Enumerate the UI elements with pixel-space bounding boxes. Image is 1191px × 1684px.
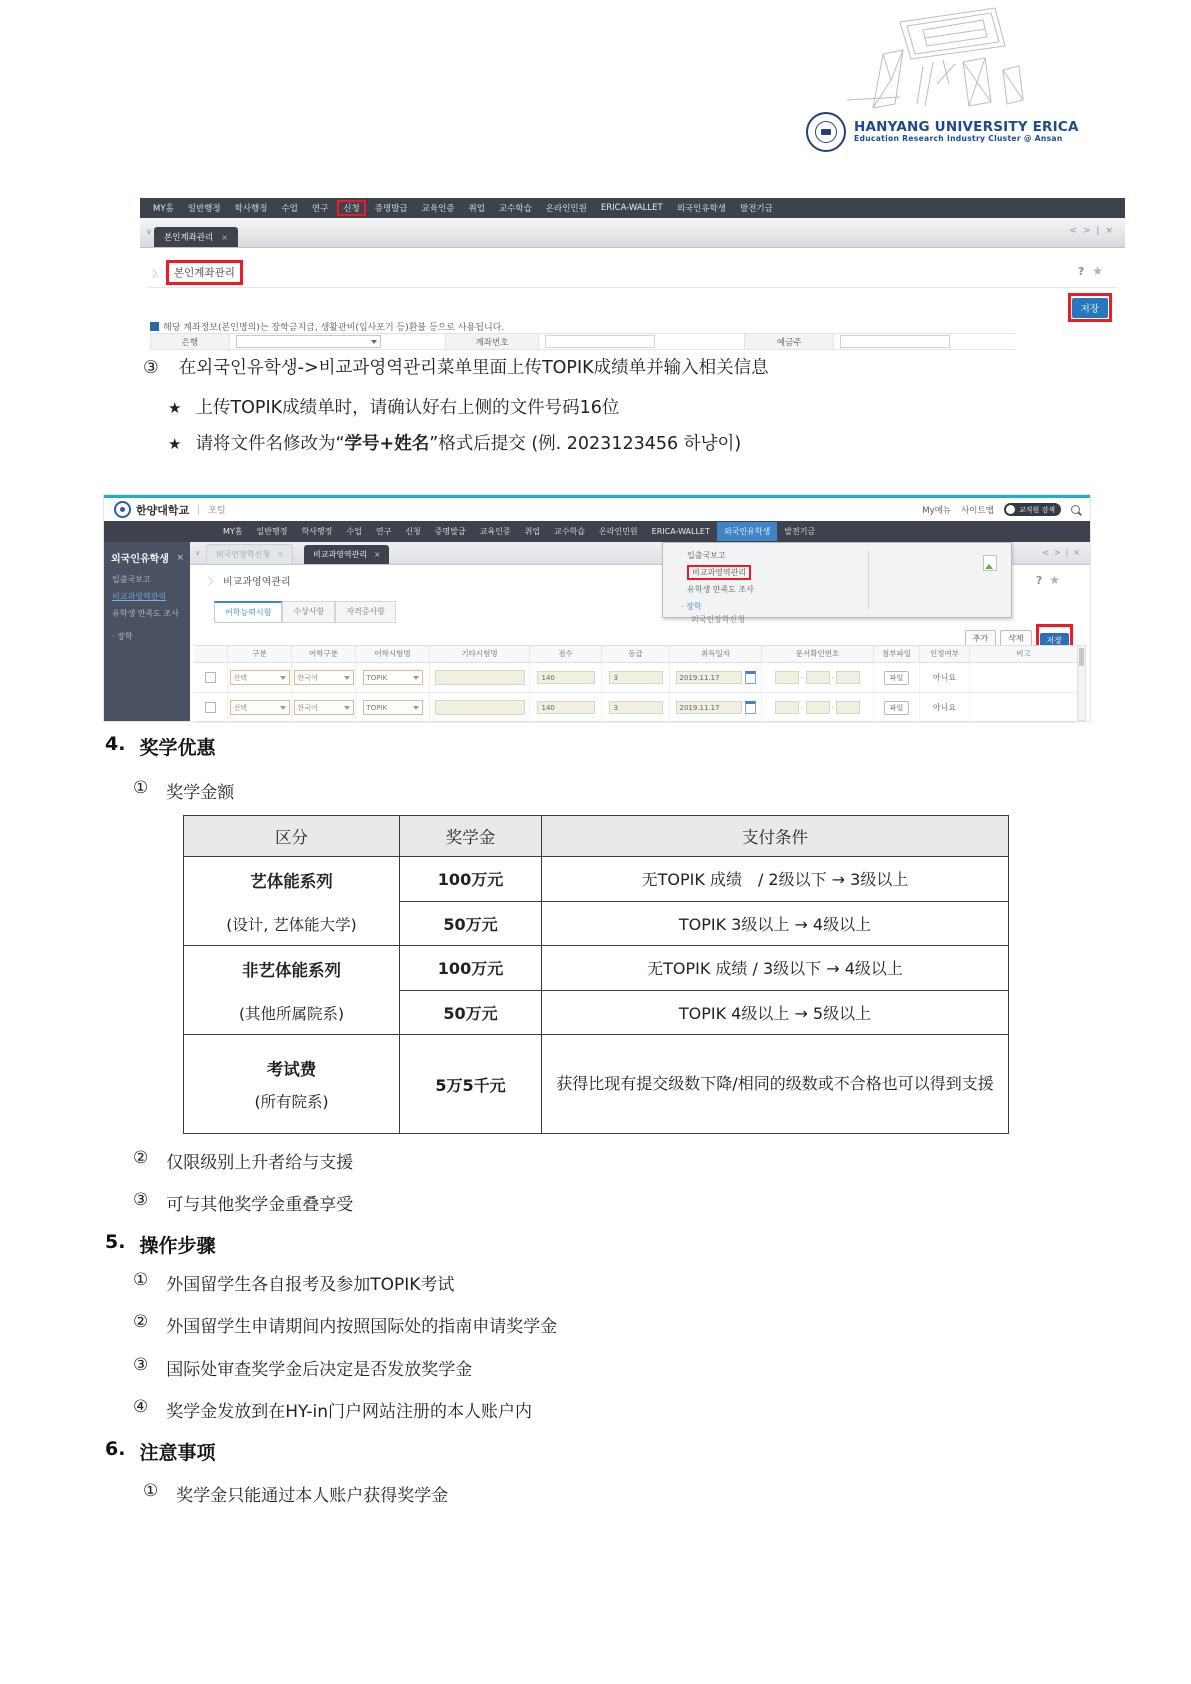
- col-header-amount: 奖学金: [400, 816, 542, 857]
- nav-item-edu-cert[interactable]: 교육인증: [421, 204, 455, 214]
- nav-item-classes[interactable]: 수업: [346, 527, 362, 536]
- nav-item-erica-wallet[interactable]: ERICA-WALLET: [600, 203, 663, 213]
- star-bullet-icon: ★: [168, 399, 182, 417]
- section-4-item-1: [133, 778, 234, 803]
- divider-icon: |: [1065, 548, 1069, 557]
- holder-label: 예금주: [744, 334, 834, 349]
- condition-cell: TOPIK 4级以上 → 5级以上: [542, 990, 1009, 1035]
- item-text: 仅限级别上升者给与支援: [166, 1153, 354, 1173]
- date-input[interactable]: 2019.11.17: [676, 701, 742, 714]
- header-gubun: 구분: [228, 646, 292, 662]
- page-title-highlighted: 본인계좌관리: [166, 260, 243, 285]
- select-value: 선택: [233, 673, 248, 682]
- amount-cell: 50万元: [400, 901, 542, 946]
- test-select[interactable]: [363, 670, 423, 685]
- accepted-value: 아니요: [932, 673, 957, 682]
- item-number: ④: [133, 1397, 149, 1417]
- content-area: [140, 248, 1125, 350]
- doc-number-input-1[interactable]: [775, 671, 799, 684]
- tab-label: 비교과영역관리: [313, 550, 368, 559]
- category-sub: (设计, 艺体能大学): [226, 915, 357, 934]
- account-number-input[interactable]: [545, 335, 655, 348]
- nav-item-employment[interactable]: 취업: [524, 527, 541, 536]
- dash: -: [800, 703, 804, 712]
- my-menu-link[interactable]: My메뉴: [922, 505, 952, 516]
- nav-item-employment[interactable]: 취업: [468, 204, 485, 214]
- score-input[interactable]: 140: [537, 671, 595, 684]
- nav-item-development-fund[interactable]: 발전기금: [784, 527, 816, 536]
- section-5-item-4: [133, 1397, 532, 1422]
- note-line-1: [168, 394, 619, 419]
- breadcrumb-arrow-icon: 〉: [208, 577, 218, 588]
- amount-cell: 100万元: [400, 946, 542, 991]
- doc-number-input-2[interactable]: [806, 671, 830, 684]
- item-text: 可与其他奖学金重叠享受: [166, 1195, 354, 1215]
- score-input[interactable]: 140: [537, 701, 595, 714]
- nav-item-classes[interactable]: 수업: [281, 204, 298, 214]
- accepted-value: 아니요: [932, 703, 957, 712]
- header-score: 점수: [530, 646, 602, 662]
- tabs-close-icon[interactable]: ×: [1105, 226, 1113, 236]
- nav-item-edu-cert[interactable]: 교육인증: [479, 527, 511, 536]
- condition-cell: 无TOPIK 成绩 / 3级以下 → 4级以上: [542, 946, 1009, 991]
- nav-item-foreign-students[interactable]: 외국인유학생: [676, 204, 726, 214]
- caret-down-icon: [344, 706, 350, 710]
- select-value: TOPIK: [366, 673, 388, 682]
- section-number: 4.: [105, 733, 126, 755]
- tab-next-icon[interactable]: >: [1053, 548, 1061, 557]
- portal-top-nav: [140, 198, 1125, 218]
- section-6-item-1: [143, 1481, 448, 1506]
- section-number: 5.: [105, 1231, 126, 1253]
- amount-cell: 50万元: [400, 990, 542, 1035]
- page-tools: [1036, 573, 1060, 587]
- step-text: 在외국인유학생->비교과영역관리菜单里面上传TOPIK成绩单并输入相关信息: [178, 358, 769, 378]
- bank-select[interactable]: [236, 335, 381, 348]
- header-test-name: 어학시험명: [356, 646, 430, 662]
- sidebar-item-satisfaction-survey[interactable]: 유학생 만족도 조사: [112, 609, 179, 618]
- select-value: 한국어: [297, 703, 318, 712]
- caret-down-icon: [413, 676, 419, 680]
- menu-item-noncurricular-highlighted[interactable]: [663, 563, 1011, 582]
- section-title: 奖学优惠: [139, 737, 216, 759]
- note-text-composite: [195, 430, 741, 455]
- sidebar-item-noncurricular-active[interactable]: 비교과영역관리: [112, 592, 167, 601]
- sidebar-item-scholarship[interactable]: · 장학: [112, 632, 133, 641]
- row-checkbox[interactable]: [205, 702, 216, 713]
- category-sub: (其他所属院系): [238, 1004, 345, 1023]
- screenshot-account-management: [140, 198, 1125, 350]
- divider: [198, 505, 199, 515]
- tab-noncurricular-active[interactable]: [304, 545, 389, 564]
- tab-label: 본인계좌관리: [164, 233, 214, 243]
- section-number: 6.: [105, 1438, 126, 1460]
- bank-label: 은행: [150, 334, 230, 349]
- dash: -: [831, 673, 835, 682]
- amount-cell: 5万5千元: [400, 1035, 542, 1134]
- portal-logo[interactable]: [114, 501, 226, 518]
- save-button[interactable]: 저장: [1040, 633, 1069, 648]
- doc-number-input-3[interactable]: [836, 701, 860, 714]
- item-number: ②: [133, 1312, 149, 1332]
- logo-subtitle: Education Research Industry Cluster @ Ansan: [854, 134, 1063, 144]
- category-arts: [184, 857, 400, 946]
- nav-item-teaching[interactable]: 교수학습: [498, 204, 532, 214]
- test-select[interactable]: [363, 700, 423, 715]
- item-number: ③: [133, 1190, 149, 1210]
- calendar-icon[interactable]: [745, 701, 756, 714]
- condition-cell: 无TOPIK 成绩 / 2级以下 → 3级以上: [542, 857, 1009, 902]
- scrollbar-thumb[interactable]: [1079, 648, 1084, 666]
- divider: [148, 287, 1117, 288]
- tabs-close-icon[interactable]: ×: [1073, 548, 1080, 557]
- staff-search-toggle[interactable]: [1004, 503, 1061, 516]
- image-icon: [983, 555, 997, 571]
- category-name: 非艺体能系列: [242, 960, 341, 980]
- breadcrumb: [208, 573, 291, 588]
- calendar-icon[interactable]: [745, 671, 756, 684]
- add-button[interactable]: 추가: [965, 630, 996, 647]
- nav-item-research[interactable]: 연구: [311, 204, 329, 214]
- favorite-star-icon[interactable]: ★: [1092, 264, 1103, 278]
- category-name: 考试费: [266, 1060, 317, 1079]
- portal-label: 포털: [208, 506, 226, 516]
- menu-item-satisfaction-survey[interactable]: 유학생 만족도 조사: [687, 585, 754, 594]
- scholarship-table: [183, 815, 1009, 1134]
- divider: [868, 551, 869, 609]
- foreign-students-dropdown-menu: [662, 542, 1012, 624]
- item-number: ③: [133, 1355, 149, 1375]
- col-header-condition: 支付条件: [542, 816, 1009, 857]
- remark-cell: [970, 663, 1078, 692]
- note-post: ”格式后提交 (例. 2023123456 하냥이): [429, 434, 742, 454]
- tab-close-icon[interactable]: ×: [374, 550, 381, 559]
- item-number: ②: [133, 1148, 149, 1168]
- tab-scroll-controls: [1042, 548, 1080, 557]
- step-3-line: [143, 354, 769, 379]
- table-header-row: [194, 645, 1078, 663]
- sidebar-title: [104, 542, 190, 571]
- category-exam-fee: [184, 1035, 400, 1134]
- nav-item-application[interactable]: 신청: [405, 527, 421, 536]
- menu-item-label: 비교과영역관리: [687, 565, 751, 580]
- caret-down-icon: [371, 340, 377, 344]
- note-pre: 请将文件名修改为“: [195, 434, 345, 454]
- section-5-heading: [105, 1231, 215, 1258]
- nav-item-teaching[interactable]: 교수학습: [554, 527, 586, 536]
- date-input[interactable]: 2019.11.17: [676, 671, 742, 684]
- caret-down-icon: [413, 706, 419, 710]
- subtab-awards[interactable]: 수상사항: [282, 601, 335, 623]
- nav-item-erica-wallet[interactable]: ERICA-WALLET: [651, 527, 710, 536]
- nav-item-myhome[interactable]: MY홈: [223, 527, 243, 536]
- dash: -: [831, 703, 835, 712]
- tab-label: 외국인장학신청: [216, 550, 271, 559]
- university-name: 한양대학교: [136, 503, 190, 517]
- header-checkbox: [194, 646, 228, 662]
- tab-scroll-controls: [1069, 226, 1113, 236]
- screenshot-noncurricular-management: [103, 494, 1091, 722]
- help-icon[interactable]: ?: [1077, 264, 1085, 278]
- subtab-certificates[interactable]: 자격증사항: [335, 601, 396, 623]
- search-icon[interactable]: [1071, 505, 1080, 514]
- section-5-item-1: [133, 1270, 454, 1295]
- category-name: 艺体能系列: [250, 871, 333, 891]
- tab-close-icon[interactable]: ×: [277, 550, 284, 559]
- menu-group-scholarship[interactable]: · 장학: [681, 602, 702, 611]
- section-4-item-2: [133, 1148, 353, 1173]
- notice-text: 해당 계좌정보(본인명의)는 장학금지급, 생활관비(입사포기 등)환불 등으로 사용됩니다.: [163, 323, 505, 333]
- info-icon: [150, 322, 159, 331]
- caret-down-icon: [280, 706, 286, 710]
- select-value: TOPIK: [366, 703, 388, 712]
- select-value: 한국어: [297, 673, 318, 682]
- section-5-item-2: [133, 1312, 557, 1337]
- tab-prev-icon[interactable]: <: [1069, 226, 1077, 236]
- item-number: ①: [133, 778, 149, 798]
- tab-foreign-scholarship[interactable]: [206, 544, 293, 564]
- item-number: ①: [143, 1481, 159, 1501]
- sitemap-link[interactable]: 사이트맵: [961, 505, 994, 516]
- header-grade: 등급: [602, 646, 670, 662]
- portal-top-nav: [104, 521, 1090, 542]
- item-text: 外国留学生申请期间内按照国际处的指南申请奖学金: [166, 1317, 558, 1337]
- header-language: 어학구분: [292, 646, 356, 662]
- table-scrollbar[interactable]: [1077, 645, 1086, 721]
- item-number: ①: [133, 1270, 149, 1290]
- divider-icon: |: [1096, 226, 1100, 236]
- chevron-down-icon[interactable]: ∨: [146, 227, 152, 236]
- other-test-input[interactable]: [435, 700, 525, 715]
- other-test-input[interactable]: [435, 670, 525, 685]
- nav-item-myhome[interactable]: MY홈: [153, 204, 174, 214]
- dash: -: [800, 673, 804, 682]
- language-select[interactable]: [294, 670, 354, 685]
- section-title: 操作步骤: [139, 1235, 216, 1257]
- delete-button[interactable]: 삭제: [1000, 630, 1031, 647]
- nav-item-academic-admin[interactable]: 학사행정: [301, 527, 333, 536]
- tab-next-icon[interactable]: >: [1082, 226, 1091, 236]
- chevron-down-icon[interactable]: ∨: [195, 549, 201, 557]
- breadcrumb-arrow-icon: 〉: [152, 269, 162, 280]
- header-remark: 비고: [970, 646, 1078, 662]
- select-value: 선택: [233, 703, 248, 712]
- header-accepted: 인정여부: [920, 646, 970, 662]
- language-select[interactable]: [294, 700, 354, 715]
- nav-item-online-civil[interactable]: 온라인민원: [545, 204, 587, 214]
- nav-item-online-civil[interactable]: 온라인민원: [599, 527, 638, 536]
- header-doc-number: 문서확인번호: [762, 646, 874, 662]
- header-other-test: 기타시험명: [430, 646, 530, 662]
- nav-item-general-admin[interactable]: 일반행정: [256, 527, 288, 536]
- item-text: 国际处审查奖学金后决定是否发放奖学金: [166, 1360, 473, 1380]
- breadcrumb: [152, 260, 243, 285]
- toggle-label: 교직원 검색: [1018, 505, 1055, 514]
- save-button[interactable]: 저장: [1072, 298, 1108, 318]
- menu-item-foreign-scholarship[interactable]: 외국인장학신청: [691, 615, 746, 624]
- tab-bar: [140, 218, 1125, 248]
- col-header-category: 区分: [184, 816, 400, 857]
- grade-input[interactable]: 3: [609, 671, 663, 684]
- section-5-item-3: [133, 1355, 472, 1380]
- account-form-row: [150, 333, 1015, 350]
- menu-item-entry-report[interactable]: 입출국보고: [687, 551, 726, 560]
- grade-input[interactable]: 3: [609, 701, 663, 714]
- nav-item-foreign-students-active[interactable]: 외국인유학생: [717, 522, 777, 541]
- item-text: 奖学金发放到在HY-in门户网站注册的本人账户内: [166, 1402, 533, 1422]
- university-seal-small: [114, 501, 131, 518]
- subtab-language-test-active[interactable]: 어학능력시험: [214, 601, 282, 623]
- favorite-star-icon[interactable]: ★: [1049, 573, 1060, 587]
- sidebar-item-entry-report[interactable]: 입출국보고: [112, 575, 151, 584]
- note-text: 上传TOPIK成绩单时，请确认好右上侧的文件号码16位: [195, 398, 620, 418]
- logo-title: HANYANG UNIVERSITY ERICA: [854, 118, 1079, 135]
- holder-input[interactable]: [840, 335, 950, 348]
- header-date: 취득일자: [670, 646, 762, 662]
- item-text: 外国留学生各自报考及参加TOPIK考试: [166, 1275, 455, 1295]
- university-logo: [806, 112, 1079, 152]
- notice-row: [150, 320, 504, 333]
- tab-close-icon[interactable]: ×: [221, 232, 228, 242]
- condition-cell: [542, 1035, 1009, 1134]
- note-bold: 学号+姓名: [344, 434, 430, 454]
- portal-header: [104, 498, 1090, 521]
- sidebar-close-icon[interactable]: ×: [176, 552, 184, 563]
- item-text: 奖学金额: [166, 783, 235, 803]
- file-button[interactable]: 파일: [884, 671, 910, 685]
- help-icon[interactable]: ?: [1035, 573, 1043, 587]
- caret-down-icon: [344, 676, 350, 680]
- sidebar: [104, 542, 190, 721]
- nav-item-academic-admin[interactable]: 학사행정: [234, 204, 268, 214]
- university-seal: [806, 112, 846, 152]
- gubun-select[interactable]: [230, 700, 290, 715]
- save-annotation-frame: [1068, 293, 1112, 322]
- step-number: ③: [143, 358, 159, 378]
- sub-tabs: [214, 601, 396, 623]
- header-art: [845, 4, 1025, 116]
- tab-prev-icon[interactable]: <: [1042, 548, 1049, 557]
- toggle-knob: [1006, 505, 1015, 514]
- note-line-2: [168, 430, 741, 455]
- section-title: 注意事项: [139, 1442, 216, 1464]
- nav-item-certificates[interactable]: 증명발급: [374, 204, 408, 214]
- language-test-table: [194, 645, 1078, 723]
- section-4-item-3: [133, 1190, 353, 1215]
- table-row: [194, 693, 1078, 723]
- section-4-heading: [105, 733, 215, 760]
- row-checkbox[interactable]: [205, 672, 216, 683]
- nav-item-certificates[interactable]: 증명발급: [434, 527, 466, 536]
- header-attachment: 첨부파일: [874, 646, 920, 662]
- doc-number-input-3[interactable]: [836, 671, 860, 684]
- portal-header-right: [922, 503, 1080, 516]
- condition-text: 获得比现有提交级数下降/相同的级数或不合格也可以得到支援: [556, 1073, 994, 1093]
- nav-item-development-fund[interactable]: 발전기금: [740, 204, 773, 214]
- category-sub: (所有院系): [254, 1093, 329, 1111]
- item-text: 奖学金只能通过本人账户获得奖学金: [176, 1486, 449, 1506]
- tab-my-account[interactable]: [154, 227, 238, 247]
- nav-item-research[interactable]: 연구: [375, 527, 392, 536]
- amount-cell: 100万元: [400, 857, 542, 902]
- account-number-label: 계좌번호: [445, 334, 539, 349]
- sidebar-title-label: 외국인유학생: [111, 554, 169, 565]
- section-6-heading: [105, 1438, 215, 1465]
- doc-number-input-2[interactable]: [806, 701, 830, 714]
- nav-item-general-admin[interactable]: 일반행정: [187, 204, 221, 214]
- gubun-select[interactable]: [230, 670, 290, 685]
- remark-cell: [970, 693, 1078, 722]
- category-non-arts: [184, 946, 400, 1035]
- nav-item-application-highlighted[interactable]: 신청: [337, 200, 365, 216]
- table-row: [194, 663, 1078, 693]
- star-bullet-icon: ★: [168, 435, 182, 453]
- page-tools: [1078, 264, 1103, 278]
- caret-down-icon: [280, 676, 286, 680]
- page-title: 비교과영역관리: [223, 577, 291, 588]
- condition-cell: TOPIK 3级以上 → 4级以上: [542, 901, 1009, 946]
- file-button[interactable]: 파일: [884, 701, 910, 715]
- doc-number-input-1[interactable]: [775, 701, 799, 714]
